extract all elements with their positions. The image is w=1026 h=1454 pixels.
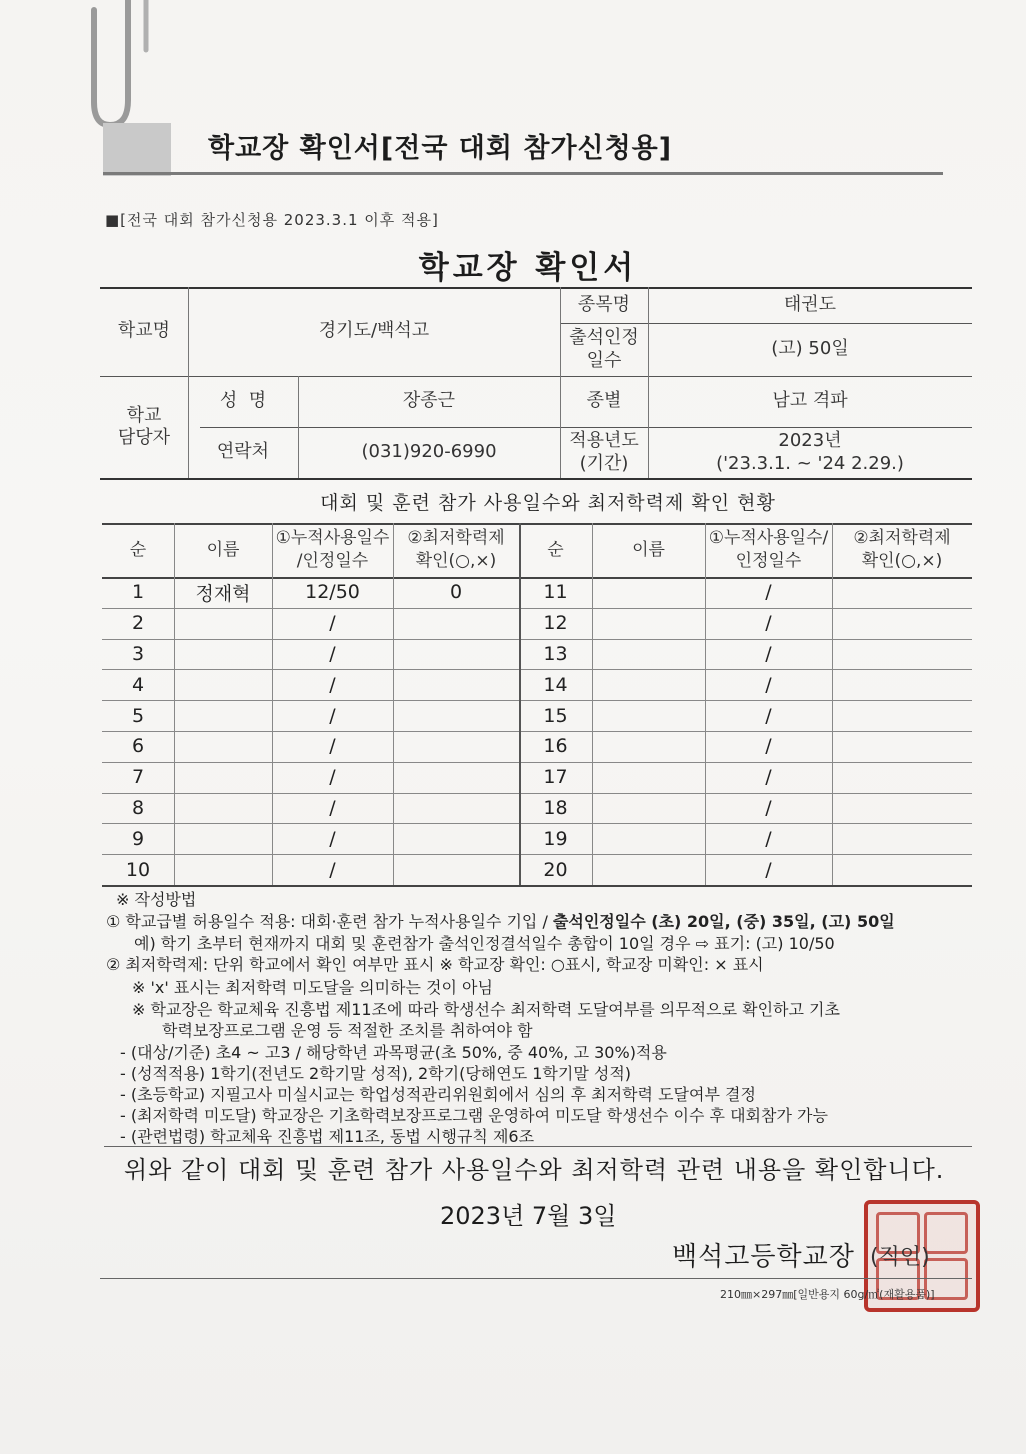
cell-days: / bbox=[329, 858, 336, 881]
cell-name bbox=[174, 608, 272, 639]
grid-col-rule bbox=[832, 523, 833, 885]
note-10: - (관련법령) 학교체육 진흥법 제11조, 동법 시행규칙 제6조 bbox=[120, 1127, 535, 1146]
header-no-right: 순 bbox=[547, 539, 564, 560]
name-value: 장종근 bbox=[402, 390, 456, 412]
cell-days: / bbox=[765, 858, 772, 881]
note-6: - (대상/기준) 초4 ~ 고3 / 해당학년 과목평균(초 50%, 중 40%, 고 30%)적용 bbox=[120, 1043, 667, 1062]
note-9: - (최저학력 미도달) 학교장은 기초학력보장프로그램 운영하여 미도달 학생선수 이수 후 대회참가 가능 bbox=[120, 1106, 828, 1125]
cell-name bbox=[592, 731, 705, 762]
header-rule bbox=[103, 172, 943, 175]
cell-check bbox=[832, 700, 972, 731]
header-name: 이름 bbox=[206, 539, 240, 560]
cell-name bbox=[174, 793, 272, 824]
grid-col-rule bbox=[272, 523, 273, 885]
cell-name bbox=[174, 762, 272, 793]
cell-name bbox=[592, 762, 705, 793]
note-1 bbox=[106, 909, 895, 932]
cell-days: / bbox=[765, 581, 772, 604]
note-1c: 예) 학기 초부터 현재까지 대회 및 훈련참가 출석인정결석일수 총합이 10일 경우 ⇨ 표기: (고) 10/50 bbox=[134, 934, 835, 953]
cell-days: / bbox=[329, 827, 336, 850]
issue-date: 2023년 7월 3일 bbox=[440, 1202, 617, 1230]
cell-days: / bbox=[765, 735, 772, 758]
attend-value: (고) 50일 bbox=[771, 338, 849, 360]
notes-rule bbox=[104, 1146, 972, 1147]
school-label: 학교명 bbox=[117, 320, 171, 342]
document-title: 학교장 확인서 bbox=[418, 250, 638, 286]
cell-check bbox=[393, 700, 519, 731]
header-check-right: ②최저학력제 확인(○,×) bbox=[853, 528, 951, 571]
cell-no: 14 bbox=[543, 673, 568, 696]
contact-label: 연락처 bbox=[216, 441, 270, 463]
grid-mid-rule bbox=[519, 523, 521, 885]
cell-days: / bbox=[765, 612, 772, 635]
grid-row-rule bbox=[102, 823, 972, 824]
grid-col-rule bbox=[705, 523, 706, 885]
footer-rule bbox=[100, 1278, 972, 1279]
cell-no: 2 bbox=[131, 612, 145, 635]
cell-no: 6 bbox=[131, 735, 145, 758]
header-days-right: ①누적사용일수/ 인정일수 bbox=[708, 528, 829, 571]
cell-no: 3 bbox=[131, 642, 145, 665]
cell-check bbox=[832, 608, 972, 639]
cell-check bbox=[832, 731, 972, 762]
header-check: ②최저학력제 확인(○,×) bbox=[407, 528, 505, 571]
grid-row-rule bbox=[102, 854, 972, 855]
cell-check bbox=[832, 577, 972, 608]
division-label: 종별 bbox=[586, 390, 622, 412]
cell-name bbox=[174, 854, 272, 885]
year-value-line1: 2023년 bbox=[778, 430, 842, 451]
note-3: ※ 'x' 표시는 최저학력 미도달을 의미하는 것이 아님 bbox=[132, 978, 493, 997]
cell-name bbox=[592, 669, 705, 700]
cell-check bbox=[832, 762, 972, 793]
cell-check bbox=[393, 639, 519, 670]
cell-no: 15 bbox=[543, 704, 568, 727]
cell-no: 13 bbox=[543, 642, 568, 665]
cell-check bbox=[393, 793, 519, 824]
cell-days: / bbox=[329, 766, 336, 789]
paper-spec: 210㎜×297㎜[일반용지 60g/㎡(재활용품)] bbox=[720, 1288, 935, 1301]
year-value-line2: ('23.3.1. ~ '24 2.29.) bbox=[716, 452, 904, 474]
grid-row-rule bbox=[102, 608, 972, 609]
note-1a: ① 학교급별 허용일수 적용: 대회·훈련 참가 누적사용일수 기입 / bbox=[106, 912, 553, 931]
note-5: 학력보장프로그램 운영 등 적절한 조치를 취하여야 함 bbox=[162, 1021, 533, 1040]
grid-col-rule bbox=[174, 523, 175, 885]
grid-row-rule bbox=[102, 700, 972, 701]
cell-check bbox=[393, 608, 519, 639]
cell-no: 16 bbox=[543, 735, 568, 758]
grid-bottom-rule bbox=[102, 885, 972, 887]
manager-label: 학교 담당자 bbox=[117, 404, 171, 448]
cell-days: 12/50 bbox=[305, 581, 360, 604]
grid-row-rule bbox=[102, 639, 972, 640]
cell-name bbox=[174, 823, 272, 854]
cell-name bbox=[592, 577, 705, 608]
cell-name bbox=[592, 823, 705, 854]
cell-name bbox=[174, 700, 272, 731]
cell-no: 9 bbox=[131, 827, 145, 850]
cell-name bbox=[174, 669, 272, 700]
cell-name bbox=[174, 731, 272, 762]
school-value: 경기도/백석고 bbox=[318, 320, 430, 342]
cell-no: 19 bbox=[543, 827, 568, 850]
cell-check bbox=[832, 639, 972, 670]
grid-row-rule bbox=[102, 793, 972, 794]
note-2: ② 최저학력제: 단위 학교에서 확인 여부만 표시 ※ 학교장 확인: ○표시, 학교장 미확인: × 표시 bbox=[106, 955, 764, 974]
cell-no: 10 bbox=[125, 858, 151, 881]
event-label: 종목명 bbox=[577, 293, 631, 315]
cell-no: 8 bbox=[131, 796, 145, 819]
cell-no: 1 bbox=[131, 581, 145, 604]
cell-days: / bbox=[329, 704, 336, 727]
cell-days: / bbox=[329, 642, 336, 665]
cell-no: 7 bbox=[131, 766, 145, 789]
cell-days: / bbox=[765, 642, 772, 665]
cell-check bbox=[393, 762, 519, 793]
cell-name bbox=[592, 608, 705, 639]
note-7: - (성적적용) 1학기(전년도 2학기말 성적), 2학기(당해연도 1학기말 성적) bbox=[120, 1064, 632, 1083]
cell-name bbox=[174, 639, 272, 670]
note-1b: 출석인정일수 (초) 20일, (중) 35일, (고) 50일 bbox=[552, 912, 895, 931]
contact-value: (031)920-6990 bbox=[361, 441, 497, 463]
cell-days: / bbox=[765, 796, 772, 819]
cell-check: 0 bbox=[449, 581, 463, 604]
grid-header-rule bbox=[102, 577, 972, 579]
cell-check bbox=[393, 854, 519, 885]
note-8: - (초등학교) 지필고사 미실시교는 학업성적관리위원회에서 심의 후 최저학력 도달여부 결정 bbox=[120, 1085, 756, 1104]
signer-name: 백석고등학교장 bbox=[672, 1242, 855, 1272]
cell-days: / bbox=[329, 673, 336, 696]
grid-row-rule bbox=[102, 669, 972, 670]
cell-days: / bbox=[765, 827, 772, 850]
year-value bbox=[648, 427, 972, 478]
cell-no: 20 bbox=[543, 858, 568, 881]
cell-check bbox=[832, 823, 972, 854]
notes-heading: ※ 작성방법 bbox=[116, 890, 197, 909]
cell-days: / bbox=[329, 612, 336, 635]
form-subnote: ■[전국 대회 참가신청용 2023.3.1 이후 적용] bbox=[105, 211, 439, 229]
cell-days: / bbox=[765, 704, 772, 727]
signer-suffix: (직인) bbox=[870, 1245, 930, 1270]
cell-name bbox=[592, 639, 705, 670]
confirm-statement: 위와 같이 대회 및 훈련 참가 사용일수와 최저학력 관련 내용을 확인합니다. bbox=[124, 1156, 945, 1184]
note-4: ※ 학교장은 학교체육 진흥법 제11조에 따라 학생선수 최저학력 도달여부를 의무적으로 확인하고 기초 bbox=[132, 1000, 840, 1019]
cell-check bbox=[832, 793, 972, 824]
grid-row-rule bbox=[102, 731, 972, 732]
paperclip-icon bbox=[88, 0, 158, 140]
grid-top-rule bbox=[102, 523, 972, 525]
attend-label: 출석인정 일수 bbox=[569, 327, 639, 371]
cell-days: / bbox=[765, 766, 772, 789]
cell-name bbox=[592, 700, 705, 731]
cell-days: / bbox=[329, 735, 336, 758]
form-header-title: 학교장 확인서[전국 대회 참가신청용] bbox=[208, 133, 673, 164]
grid-col-rule bbox=[592, 523, 593, 885]
cell-days: / bbox=[329, 796, 336, 819]
cell-check bbox=[393, 823, 519, 854]
cell-no: 18 bbox=[543, 796, 568, 819]
cell-check bbox=[832, 669, 972, 700]
records-table bbox=[102, 523, 972, 885]
division-value: 남고 격파 bbox=[772, 390, 848, 412]
header-block bbox=[103, 123, 171, 176]
section-title: 대회 및 훈련 참가 사용일수와 최저학력제 확인 현황 bbox=[320, 492, 776, 514]
cell-no: 5 bbox=[131, 704, 145, 727]
header-no: 순 bbox=[129, 539, 147, 560]
cell-no: 11 bbox=[543, 581, 568, 604]
event-value: 태권도 bbox=[783, 293, 837, 315]
cell-check bbox=[832, 854, 972, 885]
header-days: ①누적사용일수 /인정일수 bbox=[275, 528, 390, 571]
cell-no: 4 bbox=[131, 673, 145, 696]
info-table bbox=[100, 287, 972, 479]
cell-check bbox=[393, 669, 519, 700]
name-label: 성 명 bbox=[219, 390, 267, 412]
cell-name: 정재혁 bbox=[195, 582, 251, 605]
cell-check bbox=[393, 731, 519, 762]
cell-name bbox=[592, 854, 705, 885]
grid-col-rule bbox=[393, 523, 394, 885]
grid-row-rule bbox=[102, 762, 972, 763]
year-label: 적용년도 (기간) bbox=[569, 430, 639, 474]
cell-name bbox=[592, 793, 705, 824]
cell-no: 12 bbox=[543, 612, 568, 635]
cell-days: / bbox=[765, 673, 772, 696]
cell-no: 17 bbox=[543, 766, 568, 789]
header-name-right: 이름 bbox=[632, 539, 665, 560]
